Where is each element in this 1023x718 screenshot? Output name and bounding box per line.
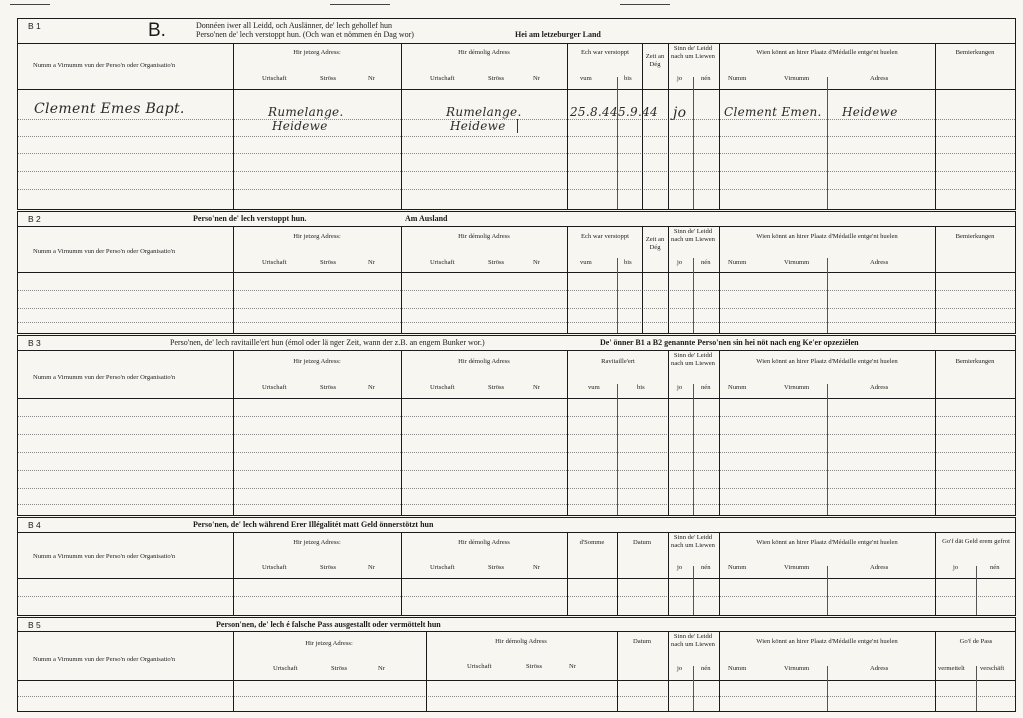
header-locality: Urtschaft [262, 384, 287, 391]
top-edge-mark [330, 4, 390, 5]
header-medal-firstname: Virnumm [784, 564, 810, 571]
header-medal-address: Adress [870, 259, 889, 266]
column-divider [401, 43, 402, 209]
column-divider [935, 43, 936, 209]
header-street: Ströss [488, 75, 505, 82]
entry-hidden-from: 25.8.44 [570, 105, 618, 119]
header-street: Ströss [331, 665, 348, 672]
header-name: Numm a Virnumm vun der Perso'n oder Organisatio'n [33, 374, 176, 381]
header-yes: jo [677, 564, 683, 571]
header-medal-address: Adress [870, 564, 889, 571]
column-divider [827, 258, 828, 333]
header-no: nén [701, 384, 711, 391]
header-top-rule [18, 631, 1015, 632]
header-medal-address: Adress [870, 384, 889, 391]
header-former-address: Hir démolig Adress [458, 358, 510, 365]
header-medal: Wien könnt an hirer Plaatz d'Médaille entge'nt huelen [756, 358, 898, 365]
header-name: Numm a Virnumm vun der Perso'n oder Organisatio'n [33, 656, 176, 663]
header-medal: Wien könnt an hirer Plaatz d'Médaille entge'nt huelen [756, 233, 898, 240]
top-edge-mark [620, 4, 670, 5]
header-yes: jo [677, 259, 683, 266]
header-medal-firstname: Virnumm [784, 259, 810, 266]
section-title-line2: Perso'nen de' lech verstoppt hun. (Och wan et nömmen én Dag wor) [196, 30, 414, 39]
column-divider [567, 43, 568, 209]
entry-medal-firstname: Heidewe [842, 105, 898, 119]
header-medal-address: Adress [870, 75, 889, 82]
header-locality: Urtschaft [262, 259, 287, 266]
header-medal-firstname: Virnumm [784, 665, 810, 672]
header-current-address: Hir jetzeg Adress: [293, 539, 341, 546]
header-locality: Urtschaft [273, 665, 298, 672]
header-no: nén [701, 259, 711, 266]
header-date: Datum [633, 539, 651, 546]
row-rule [18, 434, 1015, 435]
header-yes: jo [677, 665, 683, 672]
column-divider [719, 226, 720, 333]
column-divider [401, 226, 402, 333]
section-id: B 2 [28, 214, 41, 224]
header-supplied: Ravitaille'ert [601, 358, 635, 365]
header-bottom-rule [18, 398, 1015, 399]
row-rule [18, 189, 1015, 190]
column-divider [719, 350, 720, 515]
header-yes: jo [677, 384, 683, 391]
header-remarks: Bemierkungen [955, 49, 995, 56]
header-current-address: Hir jetzeg Adress: [305, 640, 353, 647]
header-current-address: Hir jetzeg Adress: [293, 358, 341, 365]
row-rule [18, 488, 1015, 489]
column-divider [567, 226, 568, 333]
header-locality: Urtschaft [430, 75, 455, 82]
header-date: Datum [633, 638, 651, 645]
entry-former-address-1: Rumelange. [446, 105, 522, 119]
column-divider [693, 77, 694, 209]
row-rule [18, 416, 1015, 417]
row-rule [18, 171, 1015, 172]
header-top-rule [18, 532, 1015, 533]
header-top-rule [18, 350, 1015, 351]
column-divider [401, 532, 402, 615]
header-street: Ströss [488, 564, 505, 571]
section-b5 [17, 617, 1016, 712]
row-rule [18, 596, 1015, 597]
column-divider [233, 226, 234, 333]
header-current-address: Hir jetzeg Adress: [293, 233, 341, 240]
column-divider [827, 566, 828, 615]
row-rule [18, 322, 1015, 323]
header-money-returned-yes: jo [953, 564, 959, 571]
header-to: bis [624, 259, 632, 266]
header-locality: Urtschaft [430, 384, 455, 391]
header-locality: Urtschaft [262, 75, 287, 82]
column-divider [233, 350, 234, 515]
column-divider [617, 77, 618, 209]
header-number: Nr [569, 663, 576, 670]
entry-current-address-2: Heidewe [272, 119, 328, 133]
row-rule [18, 696, 1015, 697]
column-divider [233, 43, 234, 209]
header-medal-address: Adress [870, 665, 889, 672]
entry-hidden-to: 5.9.44 [618, 105, 658, 119]
column-divider [693, 566, 694, 615]
section-title: Perso'nen, de' lech während Erer Illégalitét matt Geld önnerstötzt hun [193, 520, 434, 529]
header-from: vum [588, 384, 600, 391]
header-hidden: Ech war verstoppt [581, 233, 629, 240]
section-id: B 1 [28, 21, 41, 31]
section-title: Person'nen, de' lech é falsche Pass ausgestallt oder vermöttelt hun [216, 620, 441, 629]
header-bottom-rule [18, 578, 1015, 579]
section-title-extra: Hei am letzeburger Land [515, 30, 601, 39]
header-no: nén [701, 665, 711, 672]
section-title-line1: Donnéen iwer all Leidd, och Auslänner, de' lech gehollef hun [196, 21, 392, 30]
header-from: vum [580, 75, 592, 82]
header-bottom-rule [18, 272, 1015, 273]
header-former-address: Hir démolig Adress [458, 233, 510, 240]
header-bottom-rule [18, 680, 1015, 681]
column-divider [693, 384, 694, 515]
header-medal-name: Numm [728, 384, 747, 391]
section-title: Perso'nen de' lech verstoppt hun. [193, 214, 307, 223]
header-street: Ströss [488, 384, 505, 391]
header-street: Ströss [488, 259, 505, 266]
header-street: Ströss [320, 384, 337, 391]
section-title-extra: De' önner B1 a B2 genannte Perso'nen sin hei nöt nach eng Ke'er opzezièlen [600, 338, 859, 347]
row-rule [18, 153, 1015, 154]
header-number: Nr [533, 384, 540, 391]
entry-mark [517, 119, 518, 133]
column-divider [617, 631, 618, 711]
column-divider [567, 532, 568, 615]
section-title-extra: Am Ausland [405, 214, 448, 223]
header-suffering: Sinn de' Leidd nach um Liewen [671, 45, 715, 60]
header-to: bis [624, 75, 632, 82]
section-letter: B. [148, 20, 166, 41]
section-b4 [17, 517, 1016, 616]
section-id: B 3 [28, 338, 41, 348]
header-hidden: Ech war verstoppt [581, 49, 629, 56]
column-divider [827, 666, 828, 711]
header-locality: Urtschaft [467, 663, 492, 670]
column-divider [693, 258, 694, 333]
header-medal: Wien könnt an hirer Plaatz d'Médaille entge'nt huelen [756, 539, 898, 546]
row-rule [18, 136, 1015, 137]
column-divider [426, 631, 427, 711]
column-divider [693, 666, 694, 711]
column-divider [401, 350, 402, 515]
header-medal: Wien könnt an hirer Plaatz d'Médaille entge'nt huelen [756, 638, 898, 645]
header-medal: Wien könnt an hirer Plaatz d'Médaille entge'nt huelen [756, 49, 898, 56]
header-money-returned: Go'f dät Geld erem gefrot [942, 538, 1010, 545]
section-b1 [17, 18, 1016, 210]
header-number: Nr [378, 665, 385, 672]
column-divider [668, 43, 669, 209]
header-former-address: Hir démolig Adress [495, 638, 547, 645]
row-rule [18, 504, 1015, 505]
column-divider [719, 631, 720, 711]
header-street: Ströss [320, 75, 337, 82]
header-street: Ströss [526, 663, 543, 670]
column-divider [719, 43, 720, 209]
header-street: Ströss [320, 564, 337, 571]
header-name: Numm a Virnumm vun der Perso'n oder Organisatio'n [33, 62, 176, 69]
header-remarks: Bemierkungen [955, 233, 995, 240]
header-time: Zeit an Dég [645, 53, 665, 68]
column-divider [976, 666, 977, 711]
header-name: Numm a Virnumm vun der Perso'n oder Organisatio'n [33, 248, 176, 255]
header-street: Ströss [320, 259, 337, 266]
header-current-address: Hir jetzeg Adress: [293, 49, 341, 56]
column-divider [668, 350, 669, 515]
header-suffering: Sinn de' Leidd nach um Liewen [671, 228, 715, 243]
header-number: Nr [368, 259, 375, 266]
header-remarks: Bemierkungen [955, 358, 995, 365]
column-divider [617, 532, 618, 615]
header-medal-firstname: Virnumm [784, 384, 810, 391]
column-divider [617, 384, 618, 515]
column-divider [567, 350, 568, 515]
column-divider [935, 226, 936, 333]
header-locality: Urtschaft [430, 564, 455, 571]
header-suffering: Sinn de' Leidd nach um Liewen [671, 633, 715, 648]
header-locality: Urtschaft [430, 259, 455, 266]
row-rule [18, 470, 1015, 471]
header-number: Nr [533, 564, 540, 571]
header-medal-name: Numm [728, 259, 747, 266]
header-to: bis [637, 384, 645, 391]
column-divider [827, 77, 828, 209]
column-divider [233, 532, 234, 615]
header-name: Numm a Virnumm vun der Perso'n oder Organisatio'n [33, 553, 176, 560]
top-edge-mark [10, 4, 50, 5]
column-divider [642, 226, 643, 333]
header-former-address: Hir démolig Adress [458, 539, 510, 546]
column-divider [719, 532, 720, 615]
column-divider [935, 631, 936, 711]
header-from: vum [580, 259, 592, 266]
header-pass: Go'f de Pass [959, 638, 993, 645]
header-number: Nr [368, 564, 375, 571]
section-id: B 4 [28, 520, 41, 530]
header-medal-firstname: Virnumm [784, 75, 810, 82]
header-money-returned-no: nén [990, 564, 1000, 571]
column-divider [935, 532, 936, 615]
header-number: Nr [533, 259, 540, 266]
header-medal-name: Numm [728, 564, 747, 571]
entry-name: Clement Emes Bapt. [34, 101, 185, 117]
header-locality: Urtschaft [262, 564, 287, 571]
column-divider [233, 631, 234, 711]
row-rule [18, 308, 1015, 309]
column-divider [935, 350, 936, 515]
column-divider [617, 258, 618, 333]
header-number: Nr [368, 75, 375, 82]
section-title: Perso'nen, de' lech ravitaille'ert hun (émol oder lä nger Zeit, wann der z.B. an engem Bunker wor.) [170, 338, 485, 347]
header-sum: d'Somme [579, 539, 605, 546]
header-no: nén [701, 564, 711, 571]
section-id: B 5 [28, 620, 41, 630]
header-pass-mediated: vermettelt [938, 665, 965, 672]
header-medal-name: Numm [728, 75, 747, 82]
section-b3 [17, 335, 1016, 516]
entry-current-address-1: Rumelange. [268, 105, 344, 119]
header-pass-issued: verschäft [980, 665, 1005, 672]
column-divider [976, 566, 977, 615]
entry-medal-name: Clement Emen. [724, 105, 822, 119]
header-medal-name: Numm [728, 665, 747, 672]
row-rule [18, 452, 1015, 453]
header-top-rule [18, 226, 1015, 227]
header-no: nén [701, 75, 711, 82]
section-b2 [17, 211, 1016, 334]
header-number: Nr [368, 384, 375, 391]
column-divider [642, 43, 643, 209]
header-suffering: Sinn de' Leidd nach um Liewen [671, 534, 715, 549]
entry-alive: jo [673, 105, 687, 121]
header-yes: jo [677, 75, 683, 82]
column-divider [827, 384, 828, 515]
row-rule [18, 290, 1015, 291]
header-former-address: Hir démolig Adress [458, 49, 510, 56]
header-suffering: Sinn de' Leidd nach um Liewen [671, 352, 715, 367]
header-top-rule [18, 43, 1015, 44]
header-number: Nr [533, 75, 540, 82]
header-bottom-rule [18, 89, 1015, 90]
entry-former-address-2: Heidewe [450, 119, 506, 133]
header-time: Zeit an Dég [645, 236, 665, 251]
